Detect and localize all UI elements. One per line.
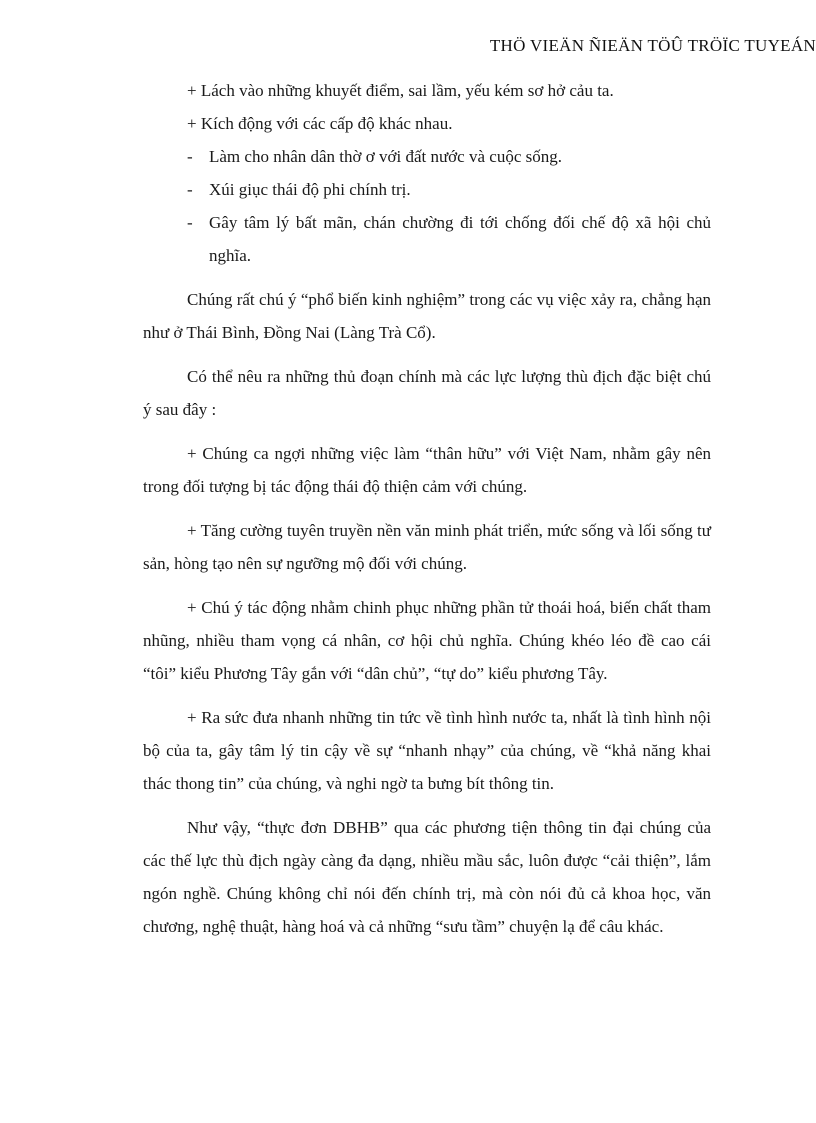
- paragraph: Có thể nêu ra những thủ đoạn chính mà các lực lượng thù địch đặc biệt chú ý sau đây :: [143, 367, 711, 419]
- list-item-dash: [143, 140, 711, 173]
- paragraph: + Chú ý tác động nhằm chinh phục những phần tử thoái hoá, biến chất tham nhũng, nhiều tham vọng cá nhân, cơ hội chủ nghĩa. Chúng khéo léo đề cao cái “tôi” kiểu Phương Tây gắn với “dân chủ”, “tự do” kiểu phương Tây.: [143, 598, 711, 683]
- dash-marker: -: [187, 147, 193, 166]
- list-item-dash: [143, 173, 711, 206]
- paragraph: Như vậy, “thực đơn DBHB” qua các phương tiện thông tin đại chúng của các thế lực thù địch ngày càng đa dạng, nhiều mầu sắc, luôn được “cải thiện”, lắm ngón nghề. Chúng không chỉ nói đến chính trị, mà còn nói đủ cả khoa học, văn chương, nghệ thuật, hàng hoá và cả những “sưu tầm” chuyện lạ để câu khác.: [143, 818, 711, 936]
- document-body: [143, 74, 711, 943]
- paragraph: + Tăng cường tuyên truyền nền văn minh phát triển, mức sống và lối sống tư sản, hòng tạo nên sự ngưỡng mộ đối với chúng.: [143, 521, 711, 573]
- list-item-text: Làm cho nhân dân thờ ơ với đất nước và cuộc sống.: [209, 147, 562, 166]
- paragraph: + Chúng ca ngợi những việc làm “thân hữu” với Việt Nam, nhằm gây nên trong đối tượng bị tác động thái độ thiện cảm với chúng.: [143, 444, 711, 496]
- dash-marker: -: [187, 213, 193, 232]
- list-item-text: Gây tâm lý bất mãn, chán chường đi tới chống đối chế độ xã hội chủ nghĩa.: [209, 213, 711, 265]
- list-item-text: Xúi giục thái độ phi chính trị.: [209, 180, 411, 199]
- page-header-title: THÖ VIEÄN ÑIEÄN TÖÛ TRÖÏC TUYEÁN: [489, 36, 816, 55]
- list-item-plus: + Lách vào những khuyết điểm, sai lầm, yếu kém sơ hở cảu ta.: [187, 81, 614, 100]
- list-item-plus: + Kích động với các cấp độ khác nhau.: [187, 114, 453, 133]
- paragraph: Chúng rất chú ý “phổ biến kinh nghiệm” trong các vụ việc xảy ra, chẳng hạn như ở Thái Bình, Đồng Nai (Làng Trà Cổ).: [143, 290, 711, 342]
- dash-marker: -: [187, 180, 193, 199]
- paragraph: + Ra sức đưa nhanh những tin tức về tình hình nước ta, nhất là tình hình nội bộ của ta, gây tâm lý tin cậy về sự “nhanh nhạy” của chúng, về “khả năng khai thác thong tin” của chúng, và nghi ngờ ta bưng bít thông tin.: [143, 708, 711, 793]
- list-item-dash: [143, 206, 711, 272]
